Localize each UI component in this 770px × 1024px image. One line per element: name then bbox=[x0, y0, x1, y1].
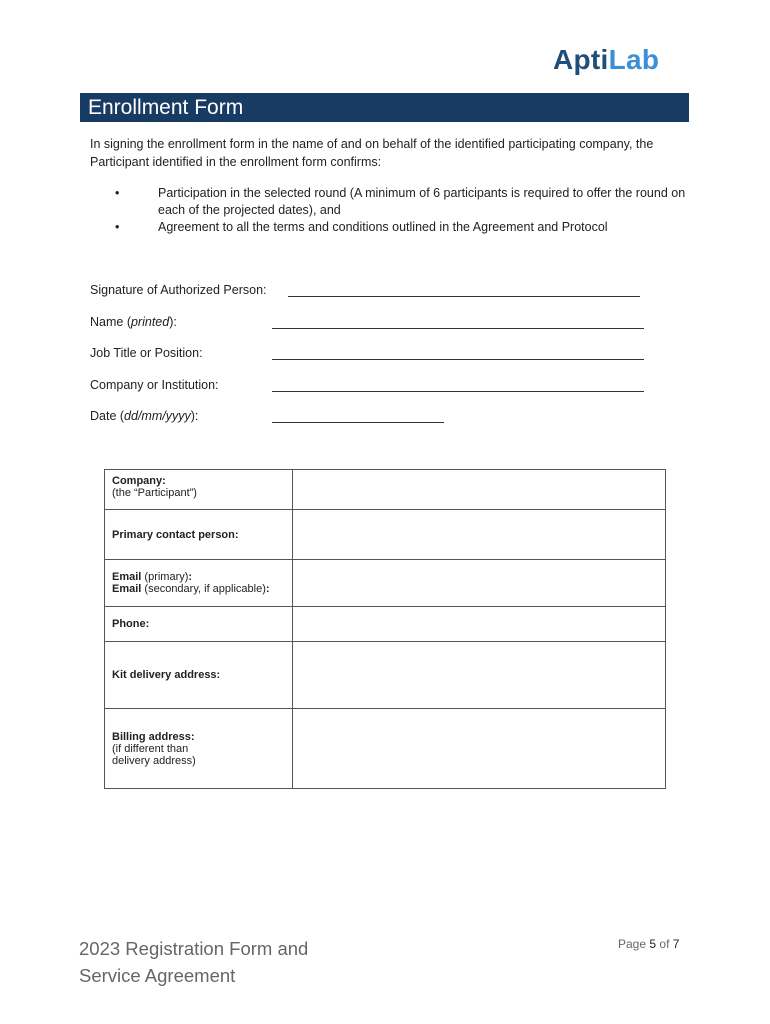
list-item bbox=[90, 219, 690, 236]
table-row bbox=[105, 607, 666, 642]
date-field bbox=[90, 409, 198, 423]
job-title-field bbox=[90, 346, 203, 360]
email-cell-label: Email (primary): Email (secondary, if applicable): bbox=[105, 560, 293, 607]
table-row bbox=[105, 560, 666, 607]
kit-address-input-cell[interactable] bbox=[293, 642, 666, 709]
list-item bbox=[90, 185, 690, 219]
table-row bbox=[105, 709, 666, 789]
table-row bbox=[105, 642, 666, 709]
table-row bbox=[105, 510, 666, 560]
job-title-label: Job Title or Position: bbox=[90, 346, 203, 360]
name-field bbox=[90, 315, 177, 329]
bullet-icon: • bbox=[115, 220, 120, 234]
intro-paragraph: In signing the enrollment form in the name of and on behalf of the identified participating company, the Participant identified in the enrollment form confirms: bbox=[90, 137, 654, 169]
company-line[interactable] bbox=[272, 391, 644, 392]
name-line[interactable] bbox=[272, 328, 644, 329]
job-title-line[interactable] bbox=[272, 359, 644, 360]
email-input-cell[interactable] bbox=[293, 560, 666, 607]
name-label: Name (printed): bbox=[90, 315, 177, 329]
page-title: Enrollment Form bbox=[80, 93, 689, 122]
footer-title: 2023 Registration Form and Service Agreement bbox=[79, 938, 309, 986]
bullet-icon: • bbox=[115, 186, 120, 200]
signature-field bbox=[90, 283, 267, 297]
bullet-text: Agreement to all the terms and conditions outlined in the Agreement and Protocol bbox=[158, 220, 608, 234]
company-cell-label: Company: (the “Participant”) bbox=[105, 470, 293, 510]
company-input-cell[interactable] bbox=[293, 470, 666, 510]
logo-part2: Lab bbox=[608, 44, 660, 75]
contact-cell-label: Primary contact person: bbox=[105, 510, 293, 560]
billing-address-input-cell[interactable] bbox=[293, 709, 666, 789]
company-field bbox=[90, 378, 219, 392]
phone-input-cell[interactable] bbox=[293, 607, 666, 642]
contact-input-cell[interactable] bbox=[293, 510, 666, 560]
phone-cell-label: Phone: bbox=[105, 607, 293, 642]
bullet-list bbox=[90, 185, 690, 236]
date-line[interactable] bbox=[272, 422, 444, 423]
kit-address-cell-label: Kit delivery address: bbox=[105, 642, 293, 709]
logo-part1: Apti bbox=[553, 44, 609, 75]
table-row bbox=[105, 470, 666, 510]
date-label: Date (dd/mm/yyyy): bbox=[90, 409, 199, 423]
page-number: Page 5 of 7 bbox=[618, 937, 680, 951]
company-label: Company or Institution: bbox=[90, 378, 219, 392]
signature-label: Signature of Authorized Person: bbox=[90, 283, 267, 297]
billing-address-cell-label: Billing address: (if different than delivery address) bbox=[105, 709, 293, 789]
bullet-text: Participation in the selected round (A minimum of 6 participants is required to offer the round on each of the projected dates), and bbox=[158, 186, 686, 217]
aptilab-logo bbox=[553, 44, 659, 76]
participant-info-table bbox=[104, 469, 666, 789]
signature-line[interactable] bbox=[288, 296, 640, 297]
